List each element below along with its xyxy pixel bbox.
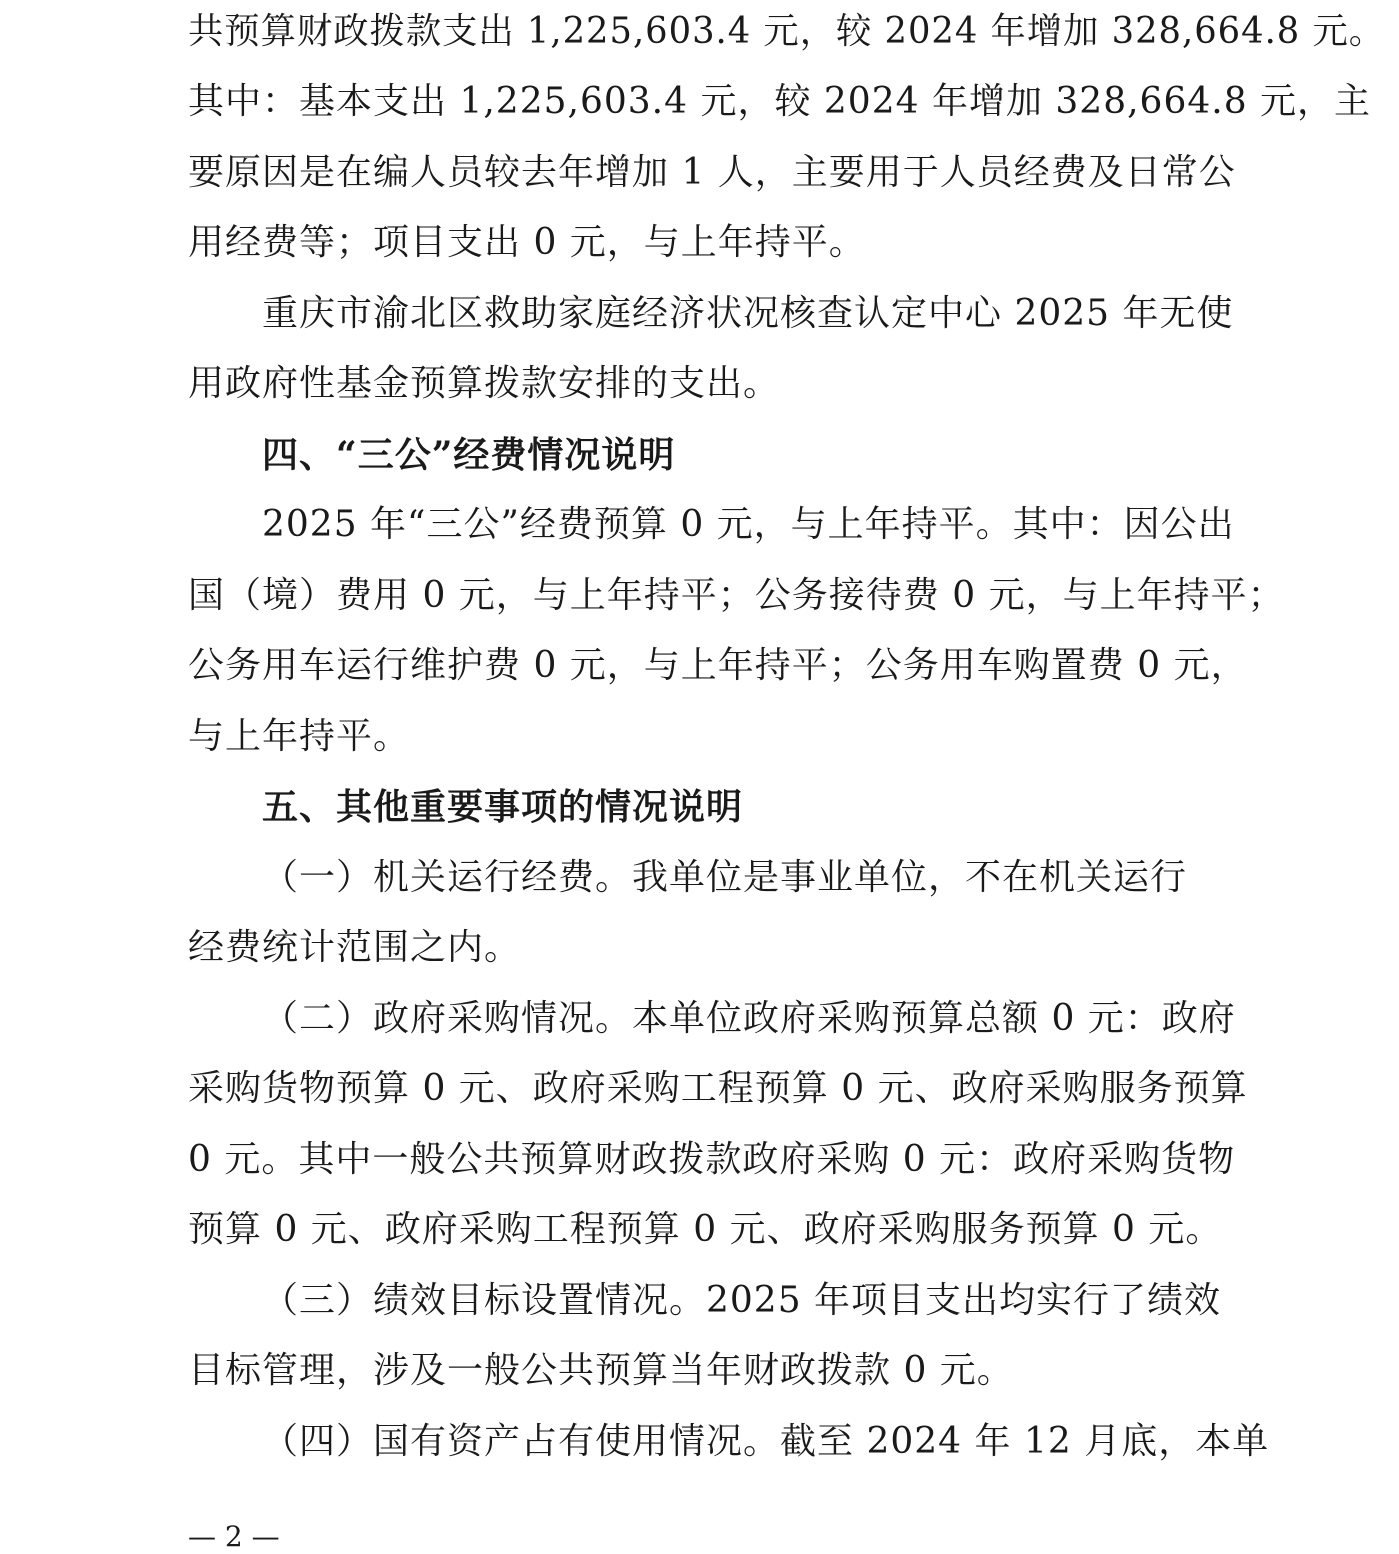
body-text-line: 2025 年“三公”经费预算 0 元，与上年持平。其中：因公出 [262,504,1235,545]
body-text-line: 用政府性基金预算拨款安排的支出。 [188,363,781,404]
body-text-line: 与上年持平。 [188,716,411,757]
body-text-line: 其中：基本支出 1,225,603.4 元，较 2024 年增加 328,664.8 元，主 [188,81,1372,122]
body-text-line: （三）绩效目标设置情况。2025 年项目支出均实行了绩效 [262,1280,1222,1321]
page-number: — 2 — [188,1520,280,1553]
body-text-line: 公务用车运行维护费 0 元，与上年持平；公务用车购置费 0 元， [188,645,1248,686]
body-text-line: （四）国有资产占有使用情况。截至 2024 年 12 月底，本单 [262,1421,1270,1462]
body-text-line: （二）政府采购情况。本单位政府采购预算总额 0 元：政府 [262,998,1236,1039]
body-text-line: 目标管理，涉及一般公共预算当年财政拨款 0 元。 [188,1350,1014,1391]
body-text-line: 用经费等；项目支出 0 元，与上年持平。 [188,222,866,263]
section-heading-four: 四、“三公”经费情况说明 [262,434,676,476]
body-text-line: 重庆市渝北区救助家庭经济状况核查认定中心 2025 年无使 [262,293,1234,334]
body-text-line: 0 元。其中一般公共预算财政拨款政府采购 0 元：政府采购货物 [188,1139,1236,1180]
body-text-line: 采购货物预算 0 元、政府采购工程预算 0 元、政府采购服务预算 [188,1068,1248,1109]
body-text-line: 共预算财政拨款支出 1,225,603.4 元，较 2024 年增加 328,664.8 元。 [188,11,1386,52]
body-text-line: 经费统计范围之内。 [188,927,522,968]
body-text-line: 要原因是在编人员较去年增加 1 人，主要用于人员经费及日常公 [188,152,1236,193]
body-text-line: （一）机关运行经费。我单位是事业单位，不在机关运行 [262,857,1188,898]
body-text-line: 预算 0 元、政府采购工程预算 0 元、政府采购服务预算 0 元。 [188,1209,1223,1250]
body-text-line: 国（境）费用 0 元，与上年持平；公务接待费 0 元，与上年持平； [188,575,1285,616]
section-heading-five: 五、其他重要事项的情况说明 [262,786,744,828]
